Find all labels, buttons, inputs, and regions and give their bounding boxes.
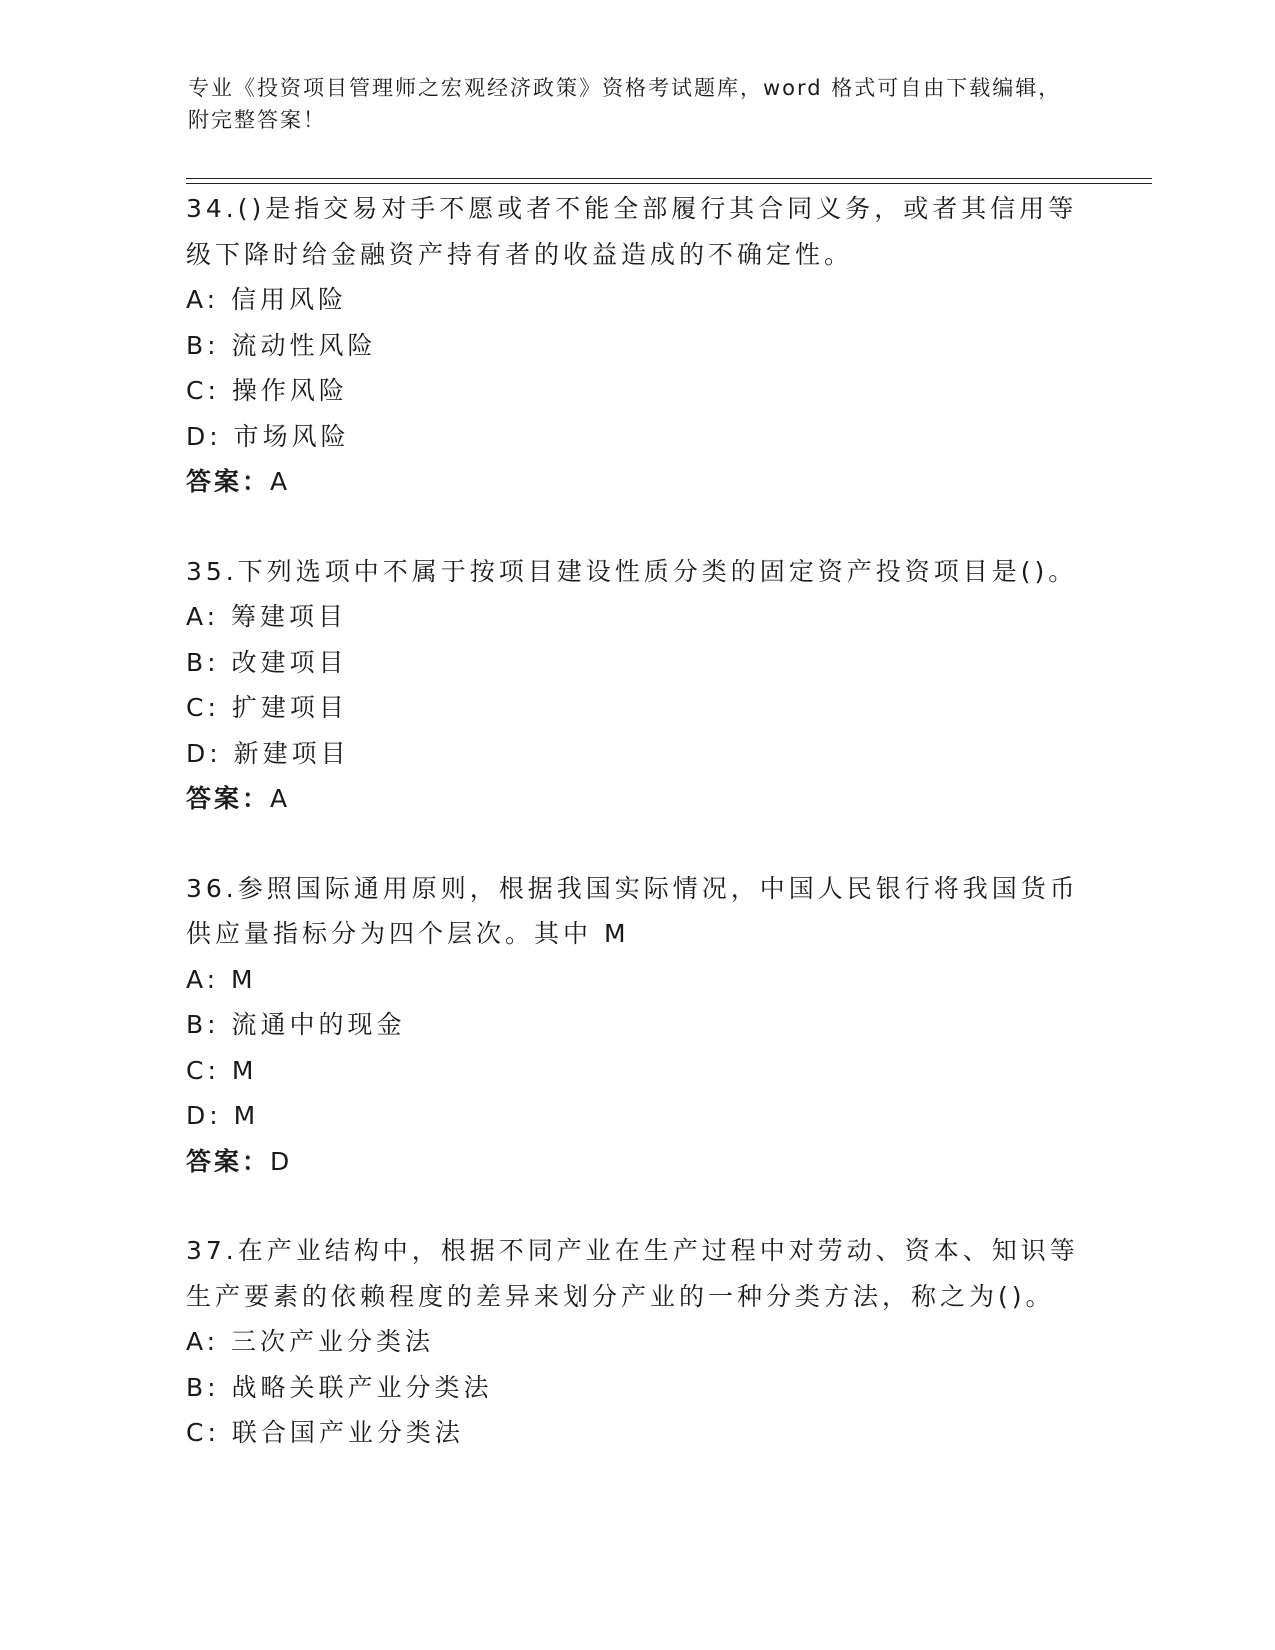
answer-value: A	[270, 467, 291, 496]
question-36	[186, 866, 1086, 1185]
answer-value: A	[270, 784, 291, 813]
question-stem: 34.()是指交易对手不愿或者不能全部履行其合同义务，或者其信用等级下降时给金融资产持有者的收益造成的不确定性。	[186, 194, 1078, 269]
question-stem: 35.下列选项中不属于按项目建设性质分类的固定资产投资项目是()。	[186, 556, 1078, 586]
answer-value: D	[270, 1146, 293, 1176]
option-b: B: 流通中的现金	[186, 1010, 406, 1039]
question-stem: 37.在产业结构中，根据不同产业在生产过程中对劳动、资本、知识等生产要素的依赖程度的差异来划分产业的一种分类方法，称之为()。	[186, 1236, 1079, 1311]
option-a: A: 信用风险	[186, 285, 348, 314]
answer-label: 答案：	[186, 784, 271, 813]
answer-line	[186, 459, 1086, 505]
option-a: A: M	[186, 964, 257, 994]
option-c: C: M	[186, 1055, 258, 1085]
answer-label: 答案：	[186, 1146, 271, 1176]
question-stem: 36.参照国际通用原则，根据我国实际情况，中国人民银行将我国货币供应量指标分为四个层次。其中 M	[186, 873, 1079, 948]
option-b: B: 战略关联产业分类法	[186, 1372, 493, 1402]
option-b: B: 改建项目	[186, 647, 348, 677]
option-d: D: 市场风险	[186, 421, 350, 451]
document-header: 专业《投资项目管理师之宏观经济政策》资格考试题库，word 格式可自由下载编辑，附完整答案！	[188, 76, 1062, 132]
header-divider	[186, 178, 1152, 184]
option-b: B: 流动性风险	[186, 330, 377, 360]
answer-line	[186, 776, 1086, 822]
question-35	[186, 549, 1086, 822]
answer-label: 答案：	[186, 467, 271, 496]
option-a: A: 筹建项目	[186, 602, 348, 631]
option-a: A: 三次产业分类法	[186, 1327, 435, 1356]
option-d: D: 新建项目	[186, 738, 350, 768]
option-c: C: 操作风险	[186, 376, 348, 405]
answer-line	[186, 1139, 1086, 1185]
question-list	[186, 186, 1086, 1500]
question-37	[186, 1228, 1086, 1456]
option-c: C: 联合国产业分类法	[186, 1418, 464, 1447]
question-34	[186, 186, 1086, 505]
option-c: C: 扩建项目	[186, 693, 348, 722]
option-d: D: M	[186, 1101, 260, 1130]
